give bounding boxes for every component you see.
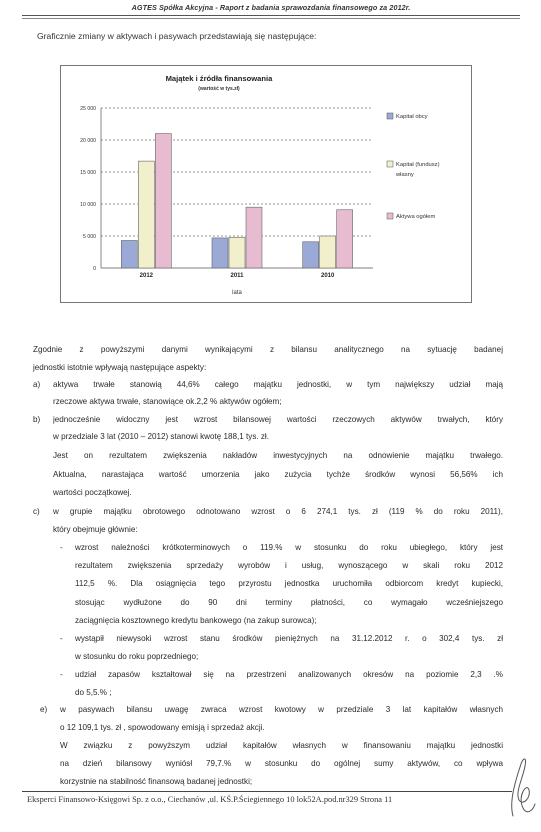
x-tick-label: 2011 bbox=[230, 273, 244, 279]
subitem-line: udział zapasów kształtował się na przestrzeni analizowanych okresów na poziomie 2,3 .% bbox=[75, 670, 503, 679]
dash-marker: - bbox=[60, 634, 63, 643]
y-tick-label: 25 000 bbox=[80, 106, 96, 112]
item-e-line: w pasywach bilansu uwagę zwraca wzrost kwotowy w przedziale 3 lat kapitałów własnych bbox=[60, 705, 503, 714]
bar-1-1 bbox=[229, 237, 245, 268]
header-rule bbox=[22, 15, 520, 16]
item-b-line: Aktualna, narastająca wartość umorzenia jako zużycia tychże środków wynosi 56,56% ich bbox=[53, 470, 503, 479]
bar-1-0 bbox=[212, 238, 228, 268]
list-marker-a: a) bbox=[33, 380, 41, 389]
legend-swatch bbox=[387, 213, 393, 219]
item-a-line: rzeczowe aktywa trwałe, stanowiące ok.2,2 % aktywów ogółem; bbox=[53, 397, 282, 406]
item-b-line: Jest on rezultatem zwiększenia nakładów inwestycyjnych na odnowienie majątku trwałego. bbox=[53, 451, 503, 460]
y-tick-label: 0 bbox=[93, 266, 96, 272]
y-tick-label: 20 000 bbox=[80, 138, 96, 144]
item-c-line: w grupie majątku obrotowego odnotowano wzrost o 6 274,1 tys. zł (119 % do roku 2011), bbox=[53, 507, 503, 516]
bar-0-2 bbox=[155, 134, 171, 268]
legend-label: Kapitał (fundusz) bbox=[396, 162, 440, 168]
y-tick-label: 10 000 bbox=[80, 202, 96, 208]
item-e-line: W związku z powyższym udział kapitałów własnych w finansowaniu majątku jednostki bbox=[60, 741, 503, 750]
legend-label: Aktywa ogółem bbox=[396, 214, 436, 220]
item-e-line: na dzień bilansowy wyniósł 79,7.% w stosunku do ogólnej sumy aktywów, co wpływa bbox=[60, 759, 503, 768]
item-e-line: o 12 109,1 tys. zł , spowodowany emisją i sprzedaż akcji. bbox=[60, 723, 265, 732]
item-b-line: w przedziale 3 lat (2010 – 2012) stanowi kwotę 188,1 tys. zł. bbox=[53, 432, 269, 441]
list-marker-e: e) bbox=[40, 705, 48, 714]
intro-sentence: Graficznie zmiany w aktywach i pasywach przedstawiają się następujące: bbox=[37, 31, 317, 41]
bar-0-1 bbox=[138, 161, 154, 268]
bar-0-0 bbox=[121, 240, 137, 268]
page-footer: Eksperci Finansowo-Księgowi Sp. z o.o., Ciechanów ,ul. KŚ.P.Ściegiennego 10 lok52A.pod.nr329 Strona 11 bbox=[27, 795, 393, 804]
chart-title: Majątek i źródła finansowania bbox=[165, 74, 273, 83]
assets-chart bbox=[60, 65, 472, 303]
list-marker-b: b) bbox=[33, 415, 41, 424]
legend-label: własny bbox=[396, 172, 414, 178]
subitem-line: 112,5 %. Dla osiągnięcia tego przyrostu jednostka uruchomiła odbiorcom kredyt kupiecki, bbox=[75, 579, 503, 588]
subitem-line: stosując wydłużone do 90 dni terminy płatności, co wymagało wcześniejszego bbox=[75, 598, 503, 607]
list-marker-c: c) bbox=[33, 507, 40, 516]
page-header: AGTES Spółka Akcyjna - Raport z badania sprawozdania finansowego za 2012r. bbox=[131, 3, 411, 12]
footer-rule bbox=[22, 791, 512, 792]
y-tick-label: 5 000 bbox=[83, 234, 96, 240]
item-b-line: wartości początkowej. bbox=[53, 488, 132, 497]
x-tick-label: 2010 bbox=[320, 273, 335, 279]
bar-2-1 bbox=[320, 236, 336, 268]
bar-2-2 bbox=[337, 210, 353, 268]
paragraph-line: Zgodnie z powyższymi danymi wynikającymi z bilansu analitycznego na sytuację badanej bbox=[33, 345, 503, 354]
legend-swatch bbox=[387, 161, 393, 167]
x-axis-label: lata bbox=[232, 290, 242, 296]
item-c-line: który obejmuje głównie: bbox=[53, 525, 138, 534]
handwritten-signature bbox=[505, 752, 537, 822]
chart-subtitle: (wartość w tys.zł) bbox=[198, 86, 240, 92]
subitem-line: zaciągnięcia kosztownego kredytu bankowego (na zakup surowca); bbox=[75, 616, 317, 625]
item-e-line: korzystnie na stabilność finansową badanej jednostki; bbox=[60, 777, 253, 786]
y-tick-label: 15 000 bbox=[80, 170, 96, 176]
subitem-line: do 5,5.% ; bbox=[75, 688, 112, 697]
subitem-line: wystąpił niewysoki wzrost stanu środków pieniężnych na 31.12.2012 r. o 302,4 tys. zł bbox=[75, 634, 503, 643]
chart-canvas bbox=[61, 66, 473, 304]
bar-2-0 bbox=[303, 242, 319, 268]
item-b-line: jednocześnie widoczny jest wzrost bilansowej wartości rzeczowych aktywów trwałych, który bbox=[53, 415, 503, 424]
dash-marker: - bbox=[60, 670, 63, 679]
subitem-line: wzrost należności krótkoterminowych o 119.% w stosunku do roku ubiegłego, który jest bbox=[75, 543, 503, 552]
subitem-line: rezultatem zwiększenia sprzedaży wyrobów i usług, wynoszącego w skali roku 2012 bbox=[75, 561, 503, 570]
legend-swatch bbox=[387, 113, 393, 119]
legend-label: Kapitał obcy bbox=[396, 114, 428, 120]
header-rule-thin bbox=[22, 18, 520, 19]
x-tick-label: 2012 bbox=[139, 273, 154, 279]
dash-marker: - bbox=[60, 543, 63, 552]
bar-1-2 bbox=[246, 207, 262, 268]
paragraph-line: jednostki istotnie wpływają następujące aspekty: bbox=[33, 363, 207, 372]
subitem-line: w stosunku do roku poprzedniego; bbox=[75, 652, 199, 661]
item-a-line: aktywa trwałe stanowią 44,6% całego majątku jednostki, w tym największy udział mają bbox=[53, 380, 503, 389]
